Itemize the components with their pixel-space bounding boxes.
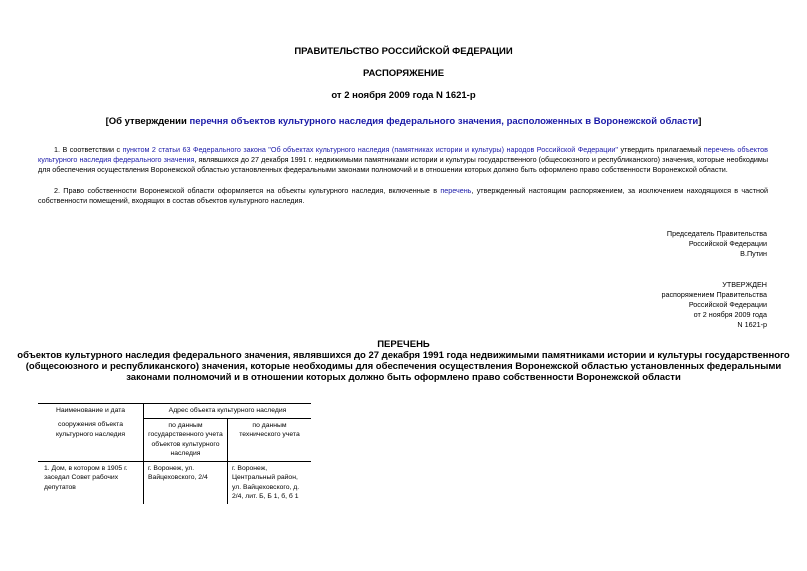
approved-number: N 1621-р — [737, 320, 767, 329]
list-title-line-3: законами полномочий и в отношении которых должно быть оформлено право собственности Воронежской области — [126, 372, 681, 383]
row-1-addr-tech: г. Воронеж, Центральный район, ул. Вайцеховского, д. 2/4, лит. Б, Б 1, б, б 1 — [232, 464, 300, 500]
paragraph-1 — [38, 145, 768, 175]
approved-label: УТВЕРЖДЕН — [722, 280, 767, 289]
approved-by: распоряжением Правительства — [661, 290, 767, 299]
subject-link[interactable]: перечня объектов культурного наследия федерального значения, расположенных в Воронежской области — [189, 116, 699, 127]
approved-block — [507, 280, 767, 330]
row-1-addr-state: г. Воронеж, ул. Вайцеховского, 2/4 — [144, 461, 228, 504]
para1-list-link[interactable]: перечень объектов культурного наследия федерального значения — [38, 145, 768, 164]
para2-text-2: , утвержденный настоящим распоряжением, за исключением находящихся в частной собственности помещений, входящих в состав объектов культурного наследия. — [38, 186, 768, 205]
paragraph-2 — [38, 186, 768, 206]
para2-text-1: 2. Право собственности Воронежской области оформляется на объекты культурного наследия, включенные в — [54, 186, 441, 195]
col1-header-b: сооружения объекта культурного наследия — [38, 418, 144, 461]
signature-name: В.Путин — [740, 249, 767, 258]
row-1-name: 1. Дом, в котором в 1905 г. заседал Совет рабочих депутатов — [38, 461, 144, 504]
para1-text-3: , являвшихся до 27 декабря 1991 г. недвижимыми памятниками истории и культуры государственного (общесоюзного и республиканского) значения, которые необходимы для обеспечения осуществления Воронежской областью установленных федеральными законами полномочий и в отношении которых должно быть оформлено право собственности Воронежской области. — [38, 155, 769, 174]
col3-header: по данным технического учета — [228, 418, 312, 461]
list-title-line-2: (общесоюзного и республиканского) значения, которые необходимы для обеспечения осуществления Воронежской областью установленных федеральными — [25, 361, 782, 372]
document-subject — [0, 116, 807, 127]
subject-close: ] — [698, 116, 702, 127]
para1-law-link[interactable]: пунктом 2 статьи 63 Федерального закона "Об объектах культурного наследия (памятниках истории и культуры) народов Российской Федерации" — [122, 145, 618, 154]
address-header: Адрес объекта культурного наследия — [144, 404, 312, 419]
approved-date: от 2 ноября 2009 года — [693, 310, 767, 319]
signature-position: Председатель Правительства — [666, 229, 767, 238]
para2-list-link[interactable]: перечень — [440, 186, 472, 195]
list-heading: ПЕРЕЧЕНЬ — [377, 339, 430, 350]
list-title-line-1: объектов культурного наследия федерального значения, являвшихся до 27 декабря 1991 года недвижимыми памятниками истории и культуры государственного — [17, 350, 790, 361]
list-title — [0, 339, 807, 383]
document-date-number: от 2 ноября 2009 года N 1621-р — [331, 90, 476, 101]
approved-country: Российской Федерации — [688, 300, 767, 309]
objects-table — [38, 403, 311, 504]
signature-country: Российской Федерации — [688, 239, 767, 248]
subject-open: [Об утверждении — [105, 116, 190, 127]
document-type: РАСПОРЯЖЕНИЕ — [362, 68, 445, 79]
para1-text-1: 1. В соответствии с — [54, 145, 123, 154]
government-title: ПРАВИТЕЛЬСТВО РОССИЙСКОЙ ФЕДЕРАЦИИ — [294, 46, 513, 57]
signature-block — [507, 229, 767, 259]
para1-text-2: утвердить прилагаемый — [617, 145, 704, 154]
table-row — [38, 461, 311, 504]
col2-header: по данным государственного учета объектов культурного наследия — [144, 418, 228, 461]
col1-header-a: Наименование и дата — [38, 404, 144, 419]
